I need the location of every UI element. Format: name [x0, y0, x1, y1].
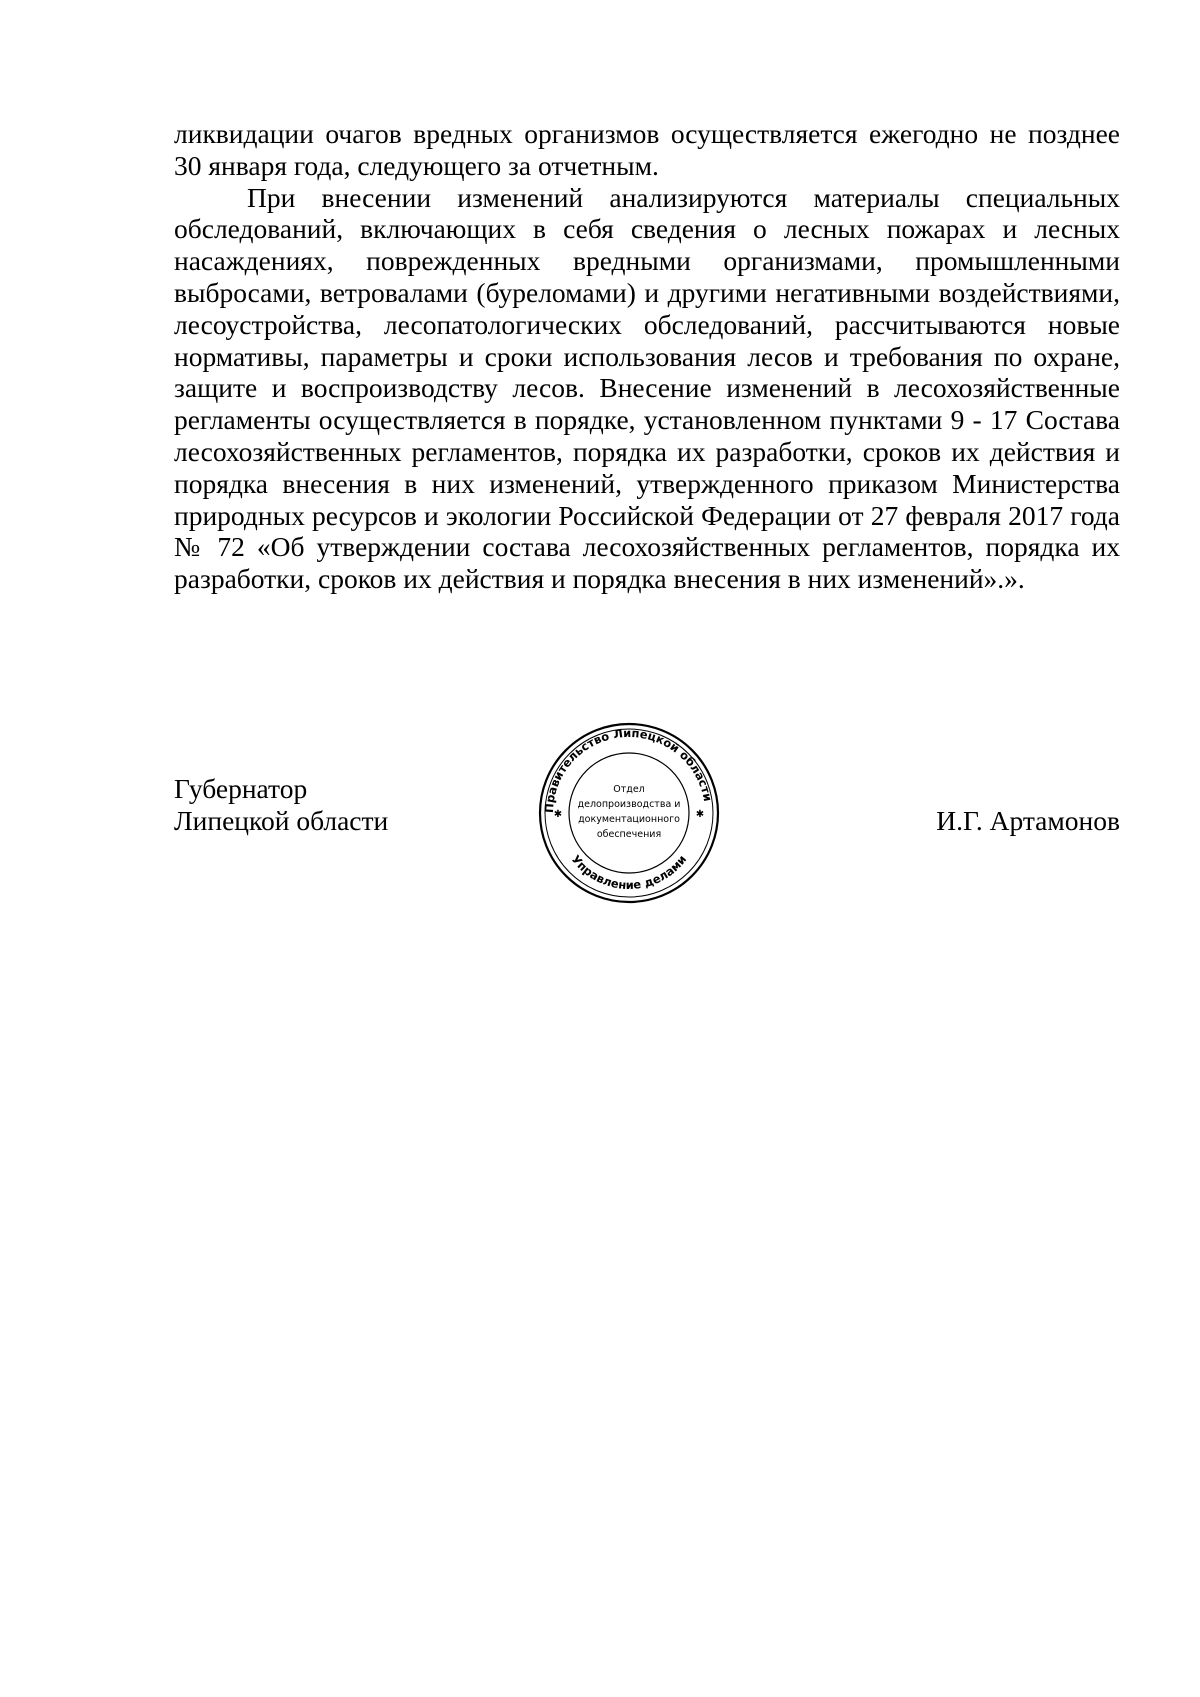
official-stamp [538, 722, 720, 904]
signatory-position [174, 773, 388, 837]
stamp-star-right: ✱ [695, 809, 705, 820]
stamp-bottom-text: Управление делами [568, 852, 690, 893]
position-title: Губернатор [174, 773, 308, 804]
stamp-outer-text: Правительство Липецкой области [541, 725, 716, 814]
signatory-name: И.Г. Артамонов [936, 805, 1120, 836]
body-text [174, 118, 1120, 595]
stamp-inner-line-2: делопроизводства и [577, 799, 681, 810]
stamp-inner-line-3: документационного [578, 814, 680, 825]
paragraph-continuation: ликвидации очагов вредных организмов осуществляется ежегодно не позднее 30 января года, следующего за отчетным. [174, 118, 1120, 181]
stamp-inner-line-1: Отдел [613, 784, 645, 795]
stamp-star-left: ✱ [553, 809, 563, 820]
position-region: Липецкой области [174, 804, 389, 836]
stamp-inner-line-4: обеспечения [596, 829, 662, 840]
paragraph-amendments: При внесении изменений анализируются материалы специальных обследований, включающих в себя сведения о лесных пожарах и лесных насаждениях, поврежденных вредными организмами, промышленными выбросами, ветровалами (буреломами) и другими негативными воздействиями, лесоустройства, лесопатологических обследований, рассчитываются новые нормативы, параметры и сроки использования лесов и требования по охране, защите и воспроизводству лесов. Внесение изменений в лесохозяйственные регламенты осуществляется в порядке, установленном пунктами 9 - 17 Состава лесохозяйственных регламентов, порядка их разработки, сроков их действия и порядка внесения в них изменений, утвержденного приказом Министерства природных ресурсов и экологии Российской Федерации от 27 февраля 2017 года № 72 «Об утверждении состава лесохозяйственных регламентов, порядка их разработки, сроков их действия и порядка внесения в них изменений».». [174, 181, 1120, 595]
